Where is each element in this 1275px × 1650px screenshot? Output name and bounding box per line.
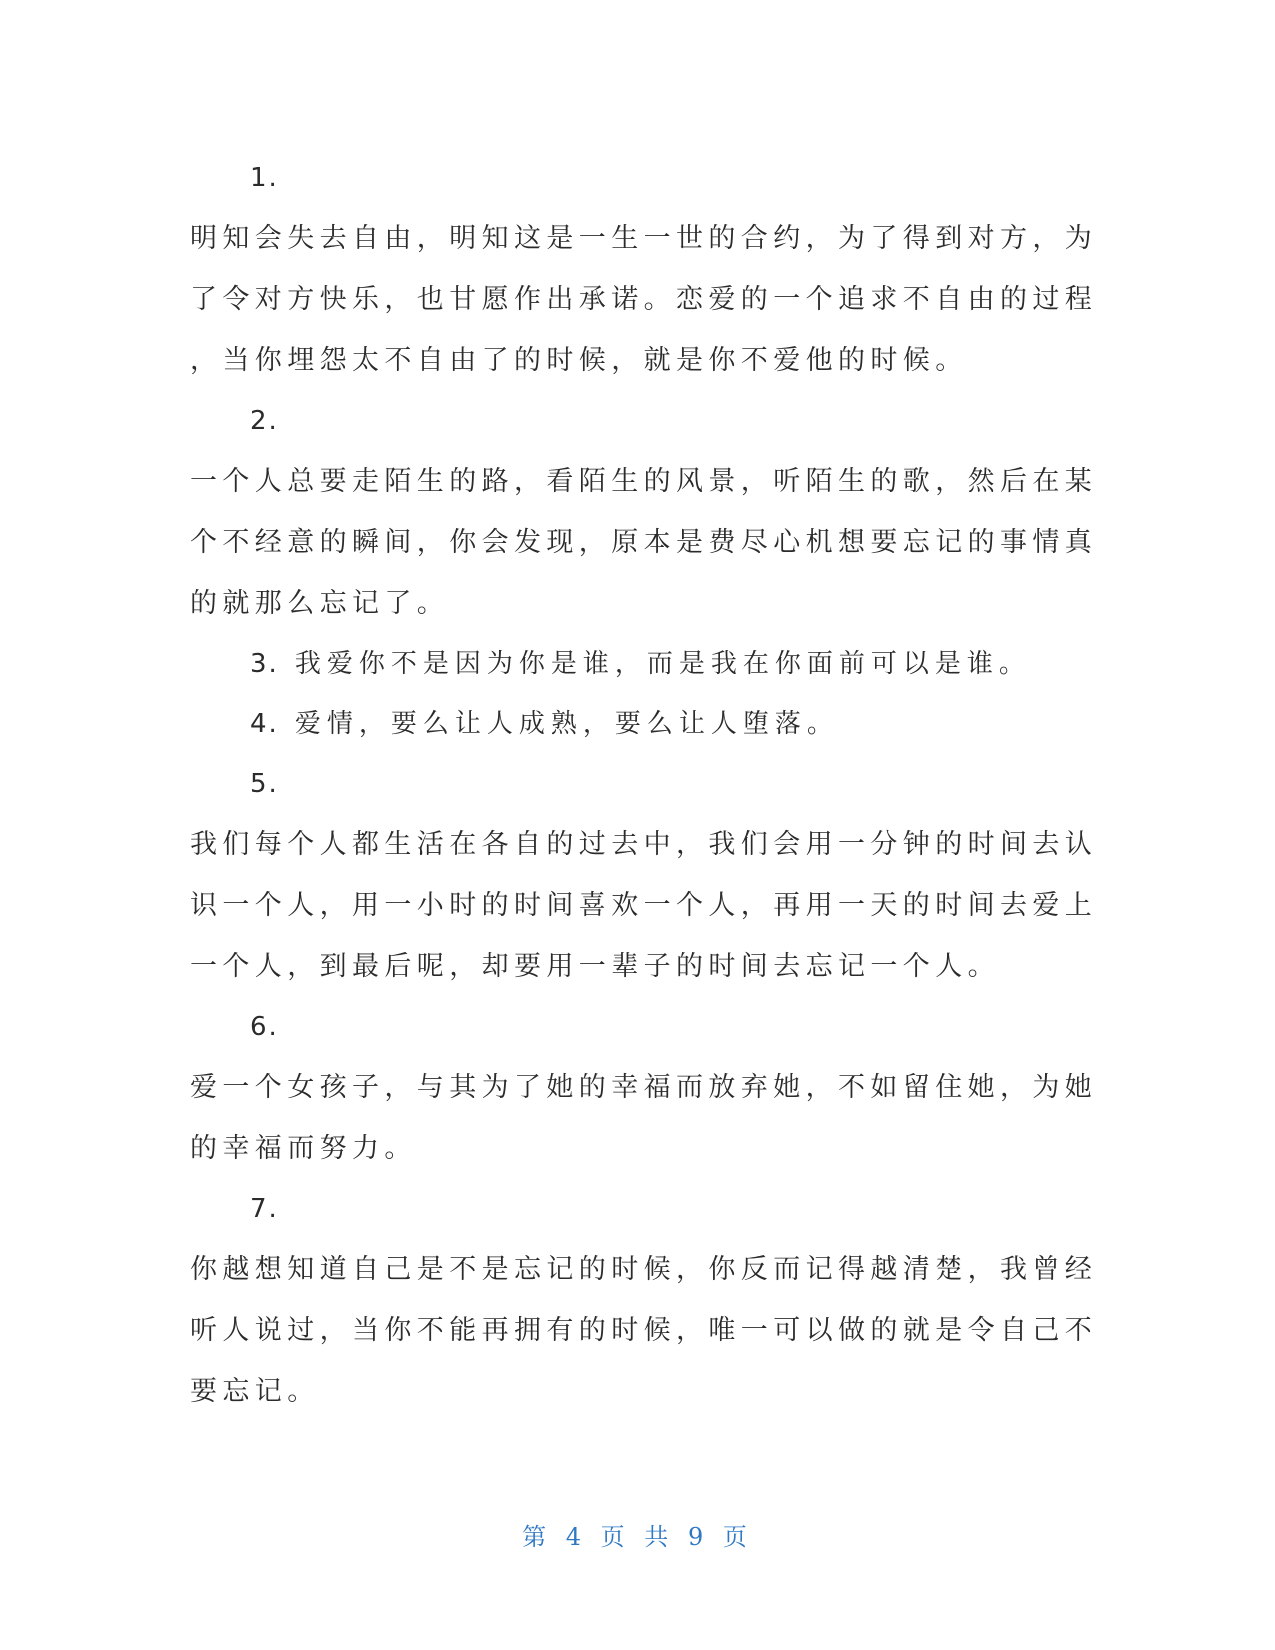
list-item [190,634,1070,694]
item-text: 爱情，要么让人成熟，要么让人堕落。 [294,709,839,739]
item-number: 3. [250,649,279,679]
item-paragraph [190,451,1098,634]
item-paragraph [190,208,1098,391]
list-item [190,391,1098,634]
paragraph-line: 我们每个人都生活在各自的过去中，我们会用一分钟的时间去认 [190,829,1098,860]
paragraph-line: 爱一个女孩子，与其为了她的幸福而放弃她，不如留住她，为她 [190,1072,1098,1103]
item-number: 2. [250,406,279,436]
list-item [190,754,1098,997]
paragraph-line: 你越想知道自己是不是忘记的时候，你反而记得越清楚，我曾经 [190,1254,1098,1285]
paragraph-line: 个不经意的瞬间，你会发现，原本是费尽心机想要忘记的事情真 [190,527,1098,558]
paragraph-line: 识一个人，用一小时的时间喜欢一个人，再用一天的时间去爱上 [190,890,1098,921]
paragraph-line: 一个人总要走陌生的路，看陌生的风景，听陌生的歌，然后在某 [190,466,1098,497]
paragraph-line: 一个人，到最后呢，却要用一辈子的时间去忘记一个人。 [190,951,1000,982]
document-body [190,148,1098,1422]
paragraph-line: 的幸福而努力。 [190,1133,417,1164]
page-footer: 第 4 页 共 9 页 [522,1523,753,1551]
item-number: 6. [250,1012,279,1042]
paragraph-line: 明知会失去自由，明知这是一生一世的合约，为了得到对方，为 [190,223,1098,254]
item-number: 7. [250,1194,279,1224]
paragraph-line: 要忘记。 [190,1376,320,1407]
inline-item [190,634,1070,694]
paragraph-line: 听人说过，当你不能再拥有的时候，唯一可以做的就是令自己不 [190,1315,1098,1346]
item-text: 我爱你不是因为你是谁，而是我在你面前可以是谁。 [294,649,1031,679]
item-paragraph [190,814,1098,997]
item-number: 4. [250,709,279,739]
item-number: 5. [250,769,279,799]
paragraph-line: 的就那么忘记了。 [190,588,450,619]
list-item [190,694,1070,754]
item-paragraph [190,1057,1098,1179]
list-item [190,997,1098,1179]
inline-item [190,694,1070,754]
list-item [190,148,1098,391]
item-number: 1. [250,163,279,193]
item-paragraph [190,1239,1098,1422]
paragraph-line: 了令对方快乐，也甘愿作出承诺。恋爱的一个追求不自由的过程 [190,284,1098,315]
list-item [190,1179,1098,1422]
paragraph-line: ，当你埋怨太不自由了的时候，就是你不爱他的时候。 [190,345,968,376]
